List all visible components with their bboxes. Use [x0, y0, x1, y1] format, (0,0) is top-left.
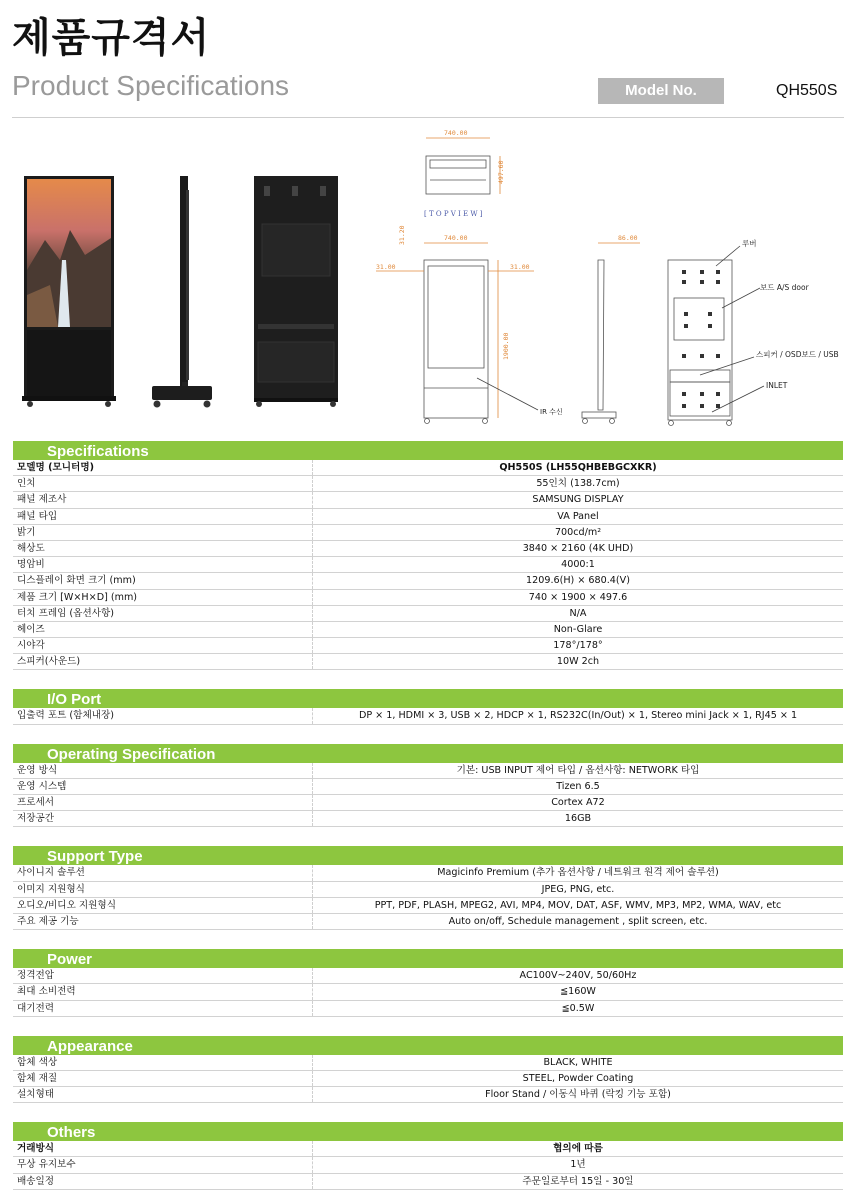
spec-value: ≦0.5W [561, 1002, 595, 1014]
dim-side-depth: 86.00 [618, 234, 638, 242]
spec-row [13, 1071, 843, 1087]
spec-key: 인치 [13, 476, 313, 491]
spec-table [13, 460, 843, 670]
label-cover: 루버 [742, 239, 757, 248]
dim-front-width: 740.00 [444, 234, 468, 242]
side-dimension-drawing [582, 243, 640, 424]
spec-table [13, 1055, 843, 1104]
section-gap [13, 670, 843, 689]
dim-right-margin: 31.00 [510, 263, 530, 271]
spec-key: 명암비 [13, 557, 313, 572]
spec-value: 3840 × 2160 (4K UHD) [522, 542, 634, 554]
label-speaker-osd-usb: 스피커 / OSD보드 / USB [756, 350, 839, 359]
spec-key: 모델명 (모니터명) [13, 460, 313, 475]
spec-table [13, 763, 843, 828]
section-gap [13, 1103, 843, 1122]
section-gap [13, 827, 843, 846]
spec-value: Non-Glare [553, 623, 603, 635]
spec-row [13, 460, 843, 476]
spec-key: 정격전압 [13, 968, 313, 983]
spec-row [13, 779, 843, 795]
spec-key: 거래방식 [13, 1141, 313, 1156]
spec-value: 10W 2ch [556, 656, 600, 668]
spec-value: 700cd/m² [554, 526, 602, 538]
spec-row [13, 898, 843, 914]
spec-key: 사이니지 솔루션 [13, 865, 313, 880]
spec-value: Cortex A72 [551, 797, 605, 808]
spec-key: 무상 유지보수 [13, 1157, 313, 1172]
spec-section [13, 949, 843, 1017]
spec-key: 설치형태 [13, 1087, 313, 1102]
spec-value: 협의에 따름 [553, 1143, 603, 1155]
spec-value: SAMSUNG DISPLAY [532, 494, 624, 506]
section-header: Operating Specification [13, 744, 843, 763]
spec-row [13, 795, 843, 811]
spec-key: 주요 제공 기능 [13, 914, 313, 929]
spec-row [13, 557, 843, 573]
dim-front-height: 1900.00 [502, 332, 510, 360]
spec-key: 운영 시스템 [13, 779, 313, 794]
section-header: I/O Port [13, 689, 843, 708]
spec-value: Magicinfo Premium (추가 옵션사항 / 네트워크 원격 제어 솔루션) [437, 867, 719, 879]
spec-key: 터치 프레임 (옵션사항) [13, 606, 313, 621]
product-drawings [0, 120, 860, 440]
spec-value: N/A [569, 607, 587, 619]
spec-row [13, 606, 843, 622]
spec-key: 프로세서 [13, 795, 313, 810]
spec-value: QH550S (LH55QHBEBGCXKR) [499, 462, 657, 473]
side-view-photo [152, 176, 212, 408]
spec-value: JPEG, PNG, etc. [541, 883, 615, 895]
spec-key: 함체 재질 [13, 1071, 313, 1086]
spec-key: 최대 소비전력 [13, 984, 313, 999]
spec-row [13, 1087, 843, 1103]
spec-section [13, 1122, 843, 1190]
spec-value: 55인치 (138.7cm) [536, 478, 620, 490]
spec-section [13, 744, 843, 828]
spec-section [13, 846, 843, 930]
page-title-korean: 제품규격서 [12, 15, 211, 61]
top-view-label: [ T O P V I E W ] [424, 210, 483, 218]
spec-value: BLACK, WHITE [543, 1056, 613, 1068]
top-view-drawing [426, 138, 500, 194]
spec-value: DP × 1, HDMI × 3, USB × 2, HDCP × 1, RS232C(In/Out) × 1, Stereo mini Jack × 1, RJ45 × 1 [358, 710, 798, 722]
spec-row [13, 708, 843, 724]
header-divider [12, 117, 844, 118]
spec-value: 16GB [564, 813, 592, 825]
spec-section [13, 441, 843, 670]
section-header: Others [13, 1122, 843, 1141]
section-gap [13, 725, 843, 744]
dim-top-depth: 497.60 [497, 160, 505, 184]
front-view-photo [22, 176, 116, 407]
spec-value: 주문일로부터 15일 - 30일 [522, 1175, 634, 1187]
dim-left-margin: 31.00 [376, 263, 396, 271]
spec-row [13, 882, 843, 898]
spec-value: ≦160W [560, 986, 596, 998]
spec-value: 1209.6(H) × 680.4(V) [526, 575, 630, 587]
spec-section [13, 1036, 843, 1104]
spec-key: 이미지 지원형식 [13, 882, 313, 897]
spec-value: 1년 [570, 1159, 586, 1171]
spec-sections [13, 441, 843, 1190]
section-header: Power [13, 949, 843, 968]
model-number-label: Model No. [598, 78, 724, 104]
spec-table [13, 865, 843, 930]
spec-key: 패널 제조사 [13, 492, 313, 507]
product-drawings-svg [0, 120, 860, 440]
spec-row [13, 525, 843, 541]
page-title-english: Product Specifications [12, 70, 290, 101]
section-header: Specifications [13, 441, 843, 460]
spec-table [13, 968, 843, 1017]
spec-key: 함체 색상 [13, 1055, 313, 1070]
spec-row [13, 763, 843, 779]
label-ir-receiver: IR 수신 [540, 408, 563, 416]
section-gap [13, 1017, 843, 1036]
spec-row [13, 509, 843, 525]
dim-top-margin: 31.20 [398, 225, 406, 245]
spec-value: 740 × 1900 × 497.6 [528, 591, 628, 603]
spec-section [13, 689, 843, 724]
spec-value: VA Panel [557, 510, 599, 522]
spec-key: 밝기 [13, 525, 313, 540]
spec-key: 디스플레이 화면 크기 (mm) [13, 573, 313, 588]
spec-value: AC100V~240V, 50/60Hz [519, 970, 637, 982]
spec-key: 해상도 [13, 541, 313, 556]
spec-key: 입출력 포트 (함체내장) [13, 708, 313, 723]
spec-row [13, 654, 843, 670]
spec-row [13, 1141, 843, 1157]
spec-key: 패널 타입 [13, 509, 313, 524]
spec-row [13, 968, 843, 984]
spec-row [13, 1174, 843, 1190]
model-number-value: QH550S [776, 82, 838, 99]
section-gap [13, 930, 843, 949]
spec-row [13, 1157, 843, 1173]
spec-row [13, 476, 843, 492]
spec-row [13, 865, 843, 881]
spec-value: STEEL, Powder Coating [522, 1072, 634, 1084]
spec-key: 운영 방식 [13, 763, 313, 778]
spec-value: 기본: USB INPUT 제어 타입 / 옵션사항: NETWORK 타입 [456, 764, 700, 776]
spec-key: 제품 크기 [W×H×D] (mm) [13, 590, 313, 605]
spec-value: Tizen 6.5 [556, 780, 600, 792]
spec-value: 4000:1 [561, 559, 595, 571]
section-header: Support Type [13, 846, 843, 865]
spec-row [13, 590, 843, 606]
label-board-door: 보드 A/S door [760, 283, 809, 292]
spec-row [13, 1055, 843, 1071]
spec-table [13, 708, 843, 724]
spec-key: 대기전력 [13, 1001, 313, 1016]
spec-key: 헤이즈 [13, 622, 313, 637]
spec-row [13, 638, 843, 654]
spec-value: Floor Stand / 이동식 바퀴 (락킹 기능 포함) [485, 1089, 671, 1101]
section-header: Appearance [13, 1036, 843, 1055]
spec-key: 오디오/비디오 지원형식 [13, 898, 313, 913]
label-inlet: INLET [766, 381, 788, 390]
rear-vent-marks [682, 270, 720, 408]
spec-value: PPT, PDF, PLASH, MPEG2, AVI, MP4, MOV, DAT, ASF, WMV, MP3, MP2, WMA, WAV, etc [374, 899, 782, 911]
spec-table [13, 1141, 843, 1190]
spec-row [13, 811, 843, 827]
rear-view-photo [254, 176, 338, 407]
dim-top-width: 740.00 [444, 129, 468, 137]
spec-row [13, 573, 843, 589]
spec-row [13, 1001, 843, 1017]
spec-value: Auto on/off, Schedule management , split screen, etc. [448, 915, 708, 927]
spec-row [13, 984, 843, 1000]
spec-key: 저장공간 [13, 811, 313, 826]
spec-key: 시야각 [13, 638, 313, 653]
spec-row [13, 541, 843, 557]
spec-key: 스피커(사운드) [13, 654, 313, 669]
spec-row [13, 914, 843, 930]
spec-row [13, 492, 843, 508]
spec-value: 178°/178° [553, 640, 603, 652]
spec-row [13, 622, 843, 638]
spec-key: 배송일정 [13, 1174, 313, 1189]
